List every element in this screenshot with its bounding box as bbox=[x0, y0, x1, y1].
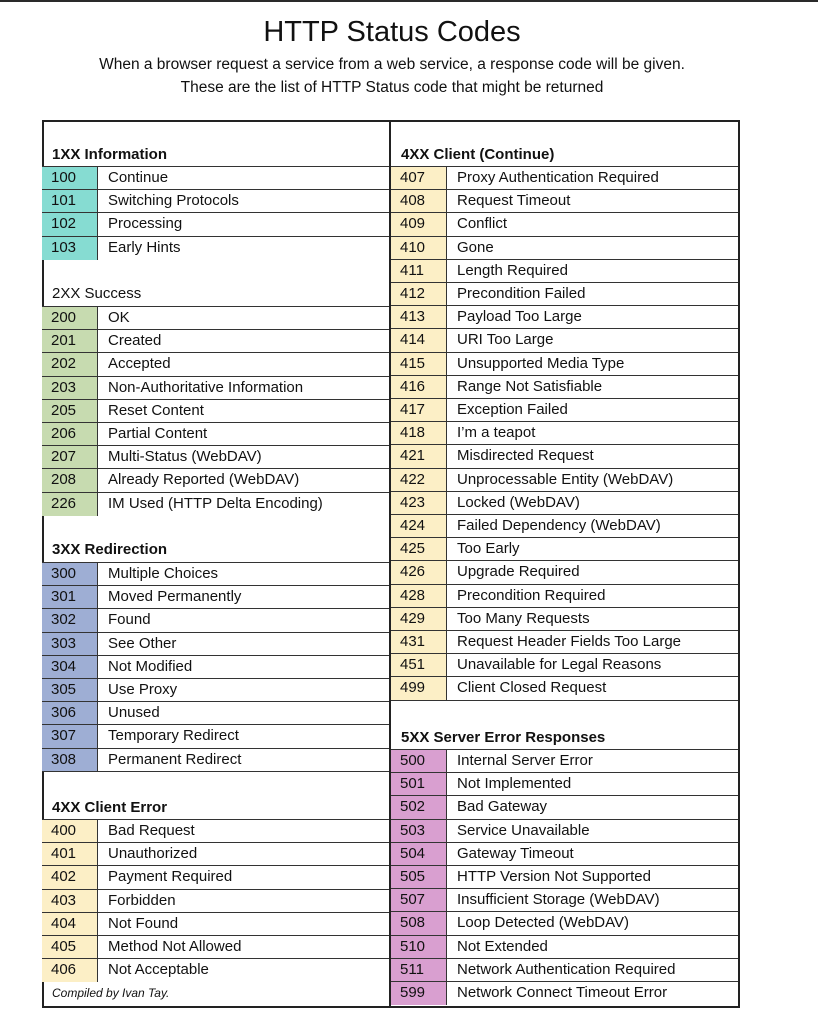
status-row-431 bbox=[391, 630, 738, 654]
status-description: Unavailable for Legal Reasons bbox=[457, 656, 662, 674]
left-column bbox=[42, 120, 389, 1008]
status-code-cell: 200 bbox=[42, 307, 98, 330]
status-code-cell: 599 bbox=[391, 982, 447, 1005]
status-code-cell: 308 bbox=[42, 749, 98, 771]
status-row-302 bbox=[42, 608, 389, 632]
status-description: Payload Too Large bbox=[457, 308, 582, 326]
status-description: Temporary Redirect bbox=[108, 727, 239, 745]
status-row-417 bbox=[391, 398, 738, 422]
status-description: Service Unavailable bbox=[457, 821, 590, 839]
status-code-cell: 306 bbox=[42, 702, 98, 725]
status-code-cell: 417 bbox=[391, 399, 447, 422]
status-code-cell: 300 bbox=[42, 563, 98, 586]
status-row-499 bbox=[391, 676, 738, 700]
status-description: See Other bbox=[108, 634, 177, 652]
status-code-cell: 431 bbox=[391, 631, 447, 654]
status-description: Gateway Timeout bbox=[457, 844, 574, 862]
status-description: Gone bbox=[457, 238, 494, 256]
status-row-306 bbox=[42, 701, 389, 725]
status-code-cell: 451 bbox=[391, 654, 447, 677]
status-row-307 bbox=[42, 724, 389, 748]
status-row-406 bbox=[42, 958, 389, 982]
status-description: Already Reported (WebDAV) bbox=[108, 471, 300, 489]
status-row-401 bbox=[42, 842, 389, 866]
status-code-cell: 415 bbox=[391, 353, 447, 376]
status-row-451 bbox=[391, 653, 738, 677]
status-code-cell: 504 bbox=[391, 843, 447, 866]
status-row-403 bbox=[42, 889, 389, 913]
status-row-599 bbox=[391, 981, 738, 1005]
status-description: Found bbox=[108, 611, 151, 629]
status-row-425 bbox=[391, 537, 738, 561]
status-code-cell: 500 bbox=[391, 750, 447, 773]
status-description: Unsupported Media Type bbox=[457, 354, 625, 372]
status-description: Early Hints bbox=[108, 238, 181, 256]
status-description: Created bbox=[108, 332, 162, 350]
status-row-102 bbox=[42, 212, 389, 236]
status-row-416 bbox=[391, 375, 738, 399]
section-heading-4xx: 4XX Client Error bbox=[52, 799, 168, 816]
status-description: Switching Protocols bbox=[108, 192, 239, 210]
status-description: Not Modified bbox=[108, 657, 193, 675]
status-code-cell: 102 bbox=[42, 213, 98, 236]
status-description: Moved Permanently bbox=[108, 588, 242, 606]
status-code-sheet bbox=[42, 120, 740, 1008]
section-heading-3xx: 3XX Redirection bbox=[52, 541, 168, 558]
status-description: Precondition Required bbox=[457, 586, 606, 604]
status-row-408 bbox=[391, 189, 738, 213]
status-code-cell: 409 bbox=[391, 213, 447, 236]
status-code-cell: 408 bbox=[391, 190, 447, 213]
status-code-cell: 401 bbox=[42, 843, 98, 866]
status-code-cell: 511 bbox=[391, 959, 447, 982]
status-row-428 bbox=[391, 584, 738, 608]
status-description: Unused bbox=[108, 704, 160, 722]
status-row-508 bbox=[391, 911, 738, 935]
status-description: Accepted bbox=[108, 355, 171, 373]
status-description: Not Extended bbox=[457, 937, 548, 955]
section-heading-4xx-continue: 4XX Client (Continue) bbox=[401, 146, 555, 163]
status-description: Not Implemented bbox=[457, 775, 572, 793]
status-description: Internal Server Error bbox=[457, 752, 593, 769]
status-description: Payment Required bbox=[108, 868, 233, 886]
status-description: Upgrade Required bbox=[457, 563, 580, 581]
status-row-413 bbox=[391, 305, 738, 329]
status-description: Network Authentication Required bbox=[457, 960, 676, 978]
status-description: Processing bbox=[108, 215, 183, 233]
status-code-cell: 403 bbox=[42, 890, 98, 913]
status-row-201 bbox=[42, 329, 389, 353]
status-row-305 bbox=[42, 678, 389, 702]
status-code-cell: 423 bbox=[391, 492, 447, 515]
status-row-502 bbox=[391, 795, 738, 819]
status-description: Multiple Choices bbox=[108, 565, 219, 582]
status-description: Not Found bbox=[108, 914, 179, 932]
status-description: URI Too Large bbox=[457, 331, 554, 349]
status-code-cell: 406 bbox=[42, 959, 98, 982]
status-row-424 bbox=[391, 514, 738, 538]
status-code-cell: 307 bbox=[42, 725, 98, 748]
status-description: Non-Authoritative Information bbox=[108, 378, 304, 396]
status-code-cell: 508 bbox=[391, 912, 447, 935]
status-code-cell: 499 bbox=[391, 677, 447, 699]
status-row-100 bbox=[42, 166, 389, 190]
status-row-510 bbox=[391, 935, 738, 959]
status-code-cell: 412 bbox=[391, 283, 447, 306]
status-row-206 bbox=[42, 422, 389, 446]
status-code-cell: 429 bbox=[391, 608, 447, 631]
status-row-300 bbox=[42, 562, 389, 586]
status-code-cell: 502 bbox=[391, 796, 447, 819]
status-description: HTTP Version Not Supported bbox=[457, 868, 651, 885]
status-code-cell: 402 bbox=[42, 866, 98, 889]
status-description: IM Used (HTTP Delta Encoding) bbox=[108, 494, 323, 512]
status-code-cell: 201 bbox=[42, 330, 98, 353]
status-code-cell: 503 bbox=[391, 820, 447, 843]
credit-note: Compiled by Ivan Tay. bbox=[52, 986, 170, 1000]
status-description: Request Timeout bbox=[457, 192, 571, 210]
status-description: Insufficient Storage (WebDAV) bbox=[457, 891, 660, 909]
status-description: Length Required bbox=[457, 261, 568, 279]
status-row-202 bbox=[42, 352, 389, 376]
status-description: I’m a teapot bbox=[457, 424, 536, 442]
status-code-cell: 407 bbox=[391, 167, 447, 190]
status-code-cell: 303 bbox=[42, 633, 98, 656]
status-row-414 bbox=[391, 328, 738, 352]
status-code-cell: 207 bbox=[42, 446, 98, 469]
status-description: Too Many Requests bbox=[457, 609, 590, 627]
status-row-203 bbox=[42, 376, 389, 400]
status-description: Reset Content bbox=[108, 401, 204, 419]
status-code-cell: 413 bbox=[391, 306, 447, 329]
status-row-400 bbox=[42, 819, 389, 843]
status-description: Exception Failed bbox=[457, 401, 568, 418]
status-row-103 bbox=[42, 236, 389, 260]
status-row-423 bbox=[391, 491, 738, 515]
status-row-422 bbox=[391, 468, 738, 492]
status-code-cell: 411 bbox=[391, 260, 447, 283]
status-description: Client Closed Request bbox=[457, 679, 607, 697]
status-code-cell: 206 bbox=[42, 423, 98, 446]
status-description: Precondition Failed bbox=[457, 285, 586, 302]
status-code-cell: 405 bbox=[42, 936, 98, 959]
status-code-cell: 404 bbox=[42, 913, 98, 936]
status-row-407 bbox=[391, 166, 738, 190]
status-code-cell: 302 bbox=[42, 609, 98, 632]
status-row-507 bbox=[391, 888, 738, 912]
status-description: Failed Dependency (WebDAV) bbox=[457, 517, 661, 534]
status-row-505 bbox=[391, 865, 738, 889]
section-heading-5xx: 5XX Server Error Responses bbox=[401, 729, 606, 746]
status-code-cell: 426 bbox=[391, 561, 447, 584]
status-row-503 bbox=[391, 819, 738, 843]
status-code-cell: 510 bbox=[391, 936, 447, 959]
page-subtitle-line-1: When a browser request a service from a web service, a response code will be given. bbox=[99, 56, 685, 73]
status-row-303 bbox=[42, 632, 389, 656]
status-description: Unprocessable Entity (WebDAV) bbox=[457, 470, 674, 488]
status-description: Permanent Redirect bbox=[108, 750, 242, 768]
status-code-cell: 203 bbox=[42, 377, 98, 400]
status-code-cell: 501 bbox=[391, 773, 447, 796]
status-description: Unauthorized bbox=[108, 845, 198, 863]
status-description: Continue bbox=[108, 169, 169, 186]
status-row-429 bbox=[391, 607, 738, 631]
status-code-cell: 202 bbox=[42, 353, 98, 376]
status-code-cell: 226 bbox=[42, 493, 98, 516]
status-code-cell: 416 bbox=[391, 376, 447, 399]
page-title: HTTP Status Codes bbox=[263, 16, 521, 48]
status-code-cell: 205 bbox=[42, 400, 98, 423]
status-code-cell: 103 bbox=[42, 237, 98, 260]
status-row-511 bbox=[391, 958, 738, 982]
status-row-207 bbox=[42, 445, 389, 469]
status-row-208 bbox=[42, 468, 389, 492]
status-row-301 bbox=[42, 585, 389, 609]
status-description: Partial Content bbox=[108, 425, 208, 442]
status-row-200 bbox=[42, 306, 389, 330]
status-row-409 bbox=[391, 212, 738, 236]
status-code-cell: 418 bbox=[391, 422, 447, 445]
status-description: Request Header Fields Too Large bbox=[457, 633, 682, 650]
status-code-cell: 100 bbox=[42, 167, 98, 190]
status-code-cell: 421 bbox=[391, 445, 447, 468]
section-heading-1xx: 1XX Information bbox=[52, 146, 168, 163]
status-row-404 bbox=[42, 912, 389, 936]
status-row-101 bbox=[42, 189, 389, 213]
status-description: Bad Gateway bbox=[457, 798, 548, 816]
status-description: Conflict bbox=[457, 215, 508, 233]
status-code-cell: 304 bbox=[42, 656, 98, 679]
status-row-405 bbox=[42, 935, 389, 959]
status-description: Misdirected Request bbox=[457, 447, 594, 465]
status-row-418 bbox=[391, 421, 738, 445]
status-row-205 bbox=[42, 399, 389, 423]
status-description: Bad Request bbox=[108, 822, 195, 839]
status-row-426 bbox=[391, 560, 738, 584]
status-description: Network Connect Timeout Error bbox=[457, 984, 668, 1001]
status-description: Too Early bbox=[457, 540, 520, 558]
status-description: Proxy Authentication Required bbox=[457, 169, 659, 186]
status-description: Range Not Satisfiable bbox=[457, 377, 603, 395]
status-row-304 bbox=[42, 655, 389, 679]
status-row-500 bbox=[391, 749, 738, 773]
status-description: Locked (WebDAV) bbox=[457, 493, 580, 511]
status-code-cell: 505 bbox=[391, 866, 447, 889]
status-code-cell: 507 bbox=[391, 889, 447, 912]
section-heading-2xx: 2XX Success bbox=[52, 285, 142, 302]
status-code-cell: 101 bbox=[42, 190, 98, 213]
status-code-cell: 400 bbox=[42, 820, 98, 843]
status-row-402 bbox=[42, 865, 389, 889]
top-rule bbox=[0, 0, 818, 2]
status-row-411 bbox=[391, 259, 738, 283]
status-description: Multi-Status (WebDAV) bbox=[108, 448, 262, 466]
status-row-412 bbox=[391, 282, 738, 306]
status-code-cell: 422 bbox=[391, 469, 447, 492]
status-code-cell: 305 bbox=[42, 679, 98, 702]
status-description: Use Proxy bbox=[108, 681, 178, 698]
status-row-504 bbox=[391, 842, 738, 866]
status-code-cell: 208 bbox=[42, 469, 98, 492]
status-code-cell: 301 bbox=[42, 586, 98, 609]
status-row-501 bbox=[391, 772, 738, 796]
status-row-410 bbox=[391, 236, 738, 260]
status-code-cell: 410 bbox=[391, 237, 447, 260]
status-description: Method Not Allowed bbox=[108, 938, 242, 955]
status-row-308 bbox=[42, 748, 389, 772]
status-row-226 bbox=[42, 492, 389, 516]
status-code-cell: 428 bbox=[391, 585, 447, 608]
right-column bbox=[391, 120, 738, 1008]
status-code-cell: 414 bbox=[391, 329, 447, 352]
status-code-cell: 425 bbox=[391, 538, 447, 561]
status-row-415 bbox=[391, 352, 738, 376]
page-subtitle-line-2: These are the list of HTTP Status code that might be returned bbox=[180, 79, 604, 96]
status-description: Loop Detected (WebDAV) bbox=[457, 914, 630, 932]
status-description: Not Acceptable bbox=[108, 961, 209, 979]
status-description: Forbidden bbox=[108, 891, 176, 909]
status-row-421 bbox=[391, 444, 738, 468]
status-description: OK bbox=[108, 309, 130, 326]
status-code-cell: 424 bbox=[391, 515, 447, 538]
